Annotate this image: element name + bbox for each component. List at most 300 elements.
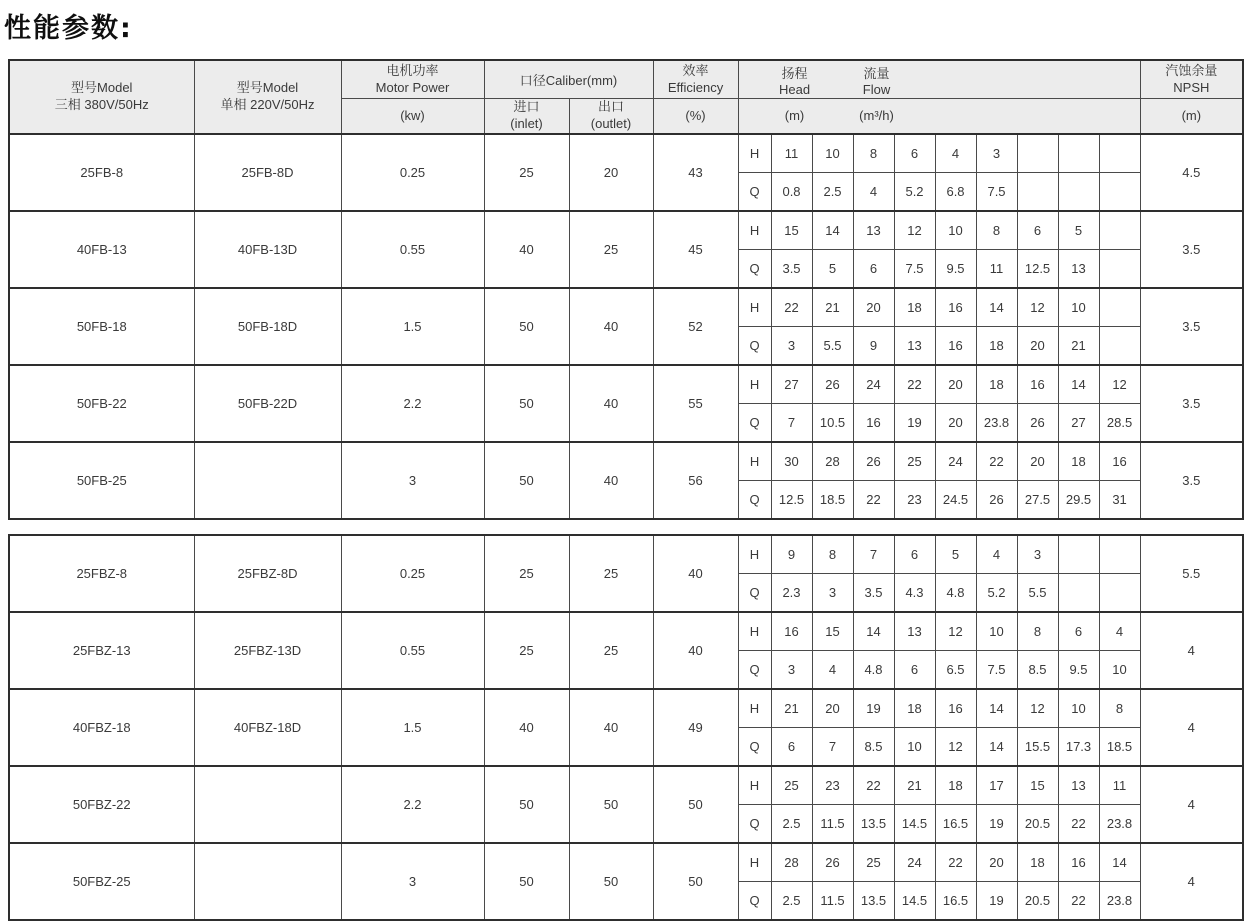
flow-value-cell: 14.5 [894, 881, 935, 920]
flow-value-cell [1099, 573, 1140, 612]
flow-value-cell: 3 [771, 650, 812, 689]
head-value-cell: 26 [812, 365, 853, 404]
flow-value-cell [1099, 249, 1140, 288]
col-header-model-3phase [9, 60, 194, 134]
flow-value-cell [1099, 326, 1140, 365]
head-value-cell: 13 [853, 211, 894, 250]
flow-value-cell: 22 [853, 480, 894, 519]
model-1phase-cell: 25FB-8D [194, 134, 341, 211]
outlet-caliber-cell: 25 [569, 211, 653, 288]
flow-unit: (m³/h) [859, 108, 894, 124]
inlet-caliber-cell: 50 [484, 766, 569, 843]
head-value-cell: 8 [812, 535, 853, 574]
model-1phase-cell: 25FBZ-8D [194, 535, 341, 612]
flow-row-label: Q [738, 881, 771, 920]
pump-row-head-values [9, 365, 1243, 404]
flow-value-cell: 31 [1099, 480, 1140, 519]
flow-value-cell: 13 [1058, 249, 1099, 288]
flow-value-cell [1058, 172, 1099, 211]
head-value-cell: 15 [1017, 766, 1058, 805]
inlet-caliber-cell: 50 [484, 365, 569, 442]
outlet-caliber-cell: 25 [569, 535, 653, 612]
head-value-cell: 15 [771, 211, 812, 250]
head-header-cn: 扬程 [781, 65, 808, 81]
inlet-caliber-cell: 25 [484, 612, 569, 689]
col-header-npsh [1140, 60, 1243, 99]
head-value-cell: 24 [853, 365, 894, 404]
motor-power-cell: 1.5 [341, 288, 484, 365]
flow-row-label: Q [738, 249, 771, 288]
flow-value-cell: 26 [1017, 403, 1058, 442]
flow-value-cell: 8.5 [1017, 650, 1058, 689]
flow-value-cell: 23.8 [1099, 804, 1140, 843]
flow-value-cell: 7.5 [894, 249, 935, 288]
flow-value-cell: 8.5 [853, 727, 894, 766]
col-header-head-flow [738, 60, 1140, 99]
flow-value-cell: 5 [812, 249, 853, 288]
flow-value-cell: 27 [1058, 403, 1099, 442]
flow-value-cell: 22 [1058, 804, 1099, 843]
outlet-header [569, 99, 653, 134]
table-header [9, 60, 1243, 134]
head-value-cell [1017, 134, 1058, 173]
flow-value-cell: 18 [976, 326, 1017, 365]
npsh-cell: 3.5 [1140, 442, 1243, 519]
npsh-cell: 4 [1140, 766, 1243, 843]
npsh-header-cn: 汽蚀余量 [1165, 62, 1218, 78]
model-1phase-cell: 40FBZ-18D [194, 689, 341, 766]
head-value-cell: 16 [1099, 442, 1140, 481]
head-value-cell: 3 [1017, 535, 1058, 574]
col-header-motor-power [341, 60, 484, 99]
model-3phase-cell: 50FBZ-22 [9, 766, 194, 843]
outlet-header-en: (outlet) [590, 115, 632, 131]
efficiency-header-en: Efficiency [667, 79, 724, 95]
head-value-cell: 12 [1017, 689, 1058, 728]
head-value-cell: 21 [812, 288, 853, 327]
flow-value-cell: 16.5 [935, 804, 976, 843]
head-row-label: H [738, 288, 771, 327]
head-row-label: H [738, 442, 771, 481]
outlet-caliber-cell: 40 [569, 689, 653, 766]
table-body-fbz [9, 535, 1243, 920]
flow-value-cell: 13.5 [853, 804, 894, 843]
head-value-cell: 20 [935, 365, 976, 404]
npsh-header-en: NPSH [1173, 79, 1210, 95]
head-row-label: H [738, 843, 771, 882]
power-unit-header: (kw) [341, 99, 484, 134]
flow-value-cell: 20.5 [1017, 881, 1058, 920]
npsh-cell: 4.5 [1140, 134, 1243, 211]
flow-value-cell: 7.5 [976, 172, 1017, 211]
flow-value-cell: 10.5 [812, 403, 853, 442]
head-value-cell: 8 [976, 211, 1017, 250]
flow-value-cell: 17.3 [1058, 727, 1099, 766]
pump-row-head-values [9, 134, 1243, 173]
model1-header-voltage: 单相 220V/50Hz [220, 96, 315, 112]
pump-row-head-values [9, 612, 1243, 651]
head-value-cell: 14 [976, 288, 1017, 327]
flow-value-cell: 14 [976, 727, 1017, 766]
head-value-cell: 24 [935, 442, 976, 481]
head-value-cell: 14 [1099, 843, 1140, 882]
flow-value-cell: 24.5 [935, 480, 976, 519]
motor-power-cell: 1.5 [341, 689, 484, 766]
flow-value-cell [1017, 172, 1058, 211]
head-value-cell: 22 [894, 365, 935, 404]
model-3phase-cell: 25FBZ-8 [9, 535, 194, 612]
flow-value-cell: 16 [853, 403, 894, 442]
npsh-unit-header: (m) [1140, 99, 1243, 134]
head-row-label: H [738, 689, 771, 728]
head-flow-units-header [738, 99, 1140, 134]
flow-value-cell: 18.5 [812, 480, 853, 519]
efficiency-header-cn: 效率 [682, 62, 709, 78]
head-value-cell: 10 [1058, 288, 1099, 327]
header-row-1 [9, 60, 1243, 99]
flow-value-cell: 13.5 [853, 881, 894, 920]
flow-row-label: Q [738, 480, 771, 519]
flow-value-cell: 12.5 [1017, 249, 1058, 288]
head-value-cell: 16 [1058, 843, 1099, 882]
efficiency-cell: 52 [653, 288, 738, 365]
head-value-cell: 18 [894, 689, 935, 728]
efficiency-cell: 55 [653, 365, 738, 442]
flow-row-label: Q [738, 326, 771, 365]
head-value-cell: 5 [935, 535, 976, 574]
head-value-cell: 12 [1099, 365, 1140, 404]
flow-value-cell: 4.8 [853, 650, 894, 689]
head-value-cell: 18 [1017, 843, 1058, 882]
efficiency-cell: 45 [653, 211, 738, 288]
model1-header-cn: 型号Model [236, 80, 299, 95]
efficiency-cell: 56 [653, 442, 738, 519]
flow-value-cell: 3 [771, 326, 812, 365]
head-row-label: H [738, 612, 771, 651]
head-row-label: H [738, 535, 771, 574]
outlet-caliber-cell: 50 [569, 843, 653, 920]
col-header-efficiency [653, 60, 738, 99]
flow-value-cell: 7.5 [976, 650, 1017, 689]
flow-value-cell: 12 [935, 727, 976, 766]
outlet-caliber-cell: 40 [569, 365, 653, 442]
head-value-cell: 4 [1099, 612, 1140, 651]
head-value-cell: 17 [976, 766, 1017, 805]
model-3phase-cell: 50FBZ-25 [9, 843, 194, 920]
pump-row-head-values [9, 843, 1243, 882]
outlet-caliber-cell: 25 [569, 612, 653, 689]
flow-value-cell: 19 [894, 403, 935, 442]
flow-value-cell: 5.2 [894, 172, 935, 211]
efficiency-cell: 49 [653, 689, 738, 766]
efficiency-unit-header: (%) [653, 99, 738, 134]
inlet-caliber-cell: 40 [484, 211, 569, 288]
head-value-cell: 10 [976, 612, 1017, 651]
flow-value-cell: 6.5 [935, 650, 976, 689]
npsh-cell: 3.5 [1140, 365, 1243, 442]
head-value-cell: 20 [976, 843, 1017, 882]
model-3phase-cell: 25FB-8 [9, 134, 194, 211]
flow-value-cell: 4 [853, 172, 894, 211]
head-value-cell: 6 [894, 535, 935, 574]
flow-value-cell: 27.5 [1017, 480, 1058, 519]
inlet-header [484, 99, 569, 134]
flow-value-cell: 19 [976, 881, 1017, 920]
flow-value-cell: 9 [853, 326, 894, 365]
head-value-cell: 11 [1099, 766, 1140, 805]
head-value-cell [1058, 134, 1099, 173]
flow-value-cell: 11.5 [812, 804, 853, 843]
head-unit: (m) [784, 108, 805, 124]
npsh-cell: 3.5 [1140, 211, 1243, 288]
head-value-cell: 30 [771, 442, 812, 481]
flow-value-cell: 2.3 [771, 573, 812, 612]
inlet-caliber-cell: 50 [484, 442, 569, 519]
flow-row-label: Q [738, 573, 771, 612]
pump-row-head-values [9, 288, 1243, 327]
flow-value-cell: 6.8 [935, 172, 976, 211]
head-value-cell: 13 [1058, 766, 1099, 805]
efficiency-cell: 50 [653, 766, 738, 843]
flow-value-cell: 18.5 [1099, 727, 1140, 766]
head-value-cell: 12 [935, 612, 976, 651]
head-value-cell: 14 [853, 612, 894, 651]
head-value-cell: 7 [853, 535, 894, 574]
flow-row-label: Q [738, 403, 771, 442]
model-3phase-cell: 50FB-25 [9, 442, 194, 519]
head-value-cell: 22 [853, 766, 894, 805]
head-value-cell: 19 [853, 689, 894, 728]
table-body-fb [9, 134, 1243, 519]
flow-value-cell: 7 [812, 727, 853, 766]
model-1phase-cell [194, 843, 341, 920]
model3-header-cn: 型号Model [71, 80, 133, 95]
flow-value-cell: 28.5 [1099, 403, 1140, 442]
flow-value-cell: 2.5 [771, 804, 812, 843]
head-value-cell [1099, 134, 1140, 173]
head-value-cell: 6 [894, 134, 935, 173]
head-value-cell: 10 [1058, 689, 1099, 728]
inlet-caliber-cell: 25 [484, 134, 569, 211]
head-header-en: Head [778, 81, 811, 97]
head-value-cell [1099, 288, 1140, 327]
flow-value-cell: 9.5 [1058, 650, 1099, 689]
head-row-label: H [738, 766, 771, 805]
pump-row-head-values [9, 442, 1243, 481]
flow-value-cell: 4 [812, 650, 853, 689]
inlet-caliber-cell: 25 [484, 535, 569, 612]
head-value-cell: 25 [771, 766, 812, 805]
flow-value-cell: 11 [976, 249, 1017, 288]
npsh-cell: 4 [1140, 689, 1243, 766]
head-value-cell [1099, 211, 1140, 250]
head-value-cell: 27 [771, 365, 812, 404]
head-value-cell: 20 [812, 689, 853, 728]
inlet-caliber-cell: 50 [484, 843, 569, 920]
flow-value-cell: 15.5 [1017, 727, 1058, 766]
head-value-cell: 10 [812, 134, 853, 173]
head-value-cell: 8 [1017, 612, 1058, 651]
model-3phase-cell: 40FBZ-18 [9, 689, 194, 766]
outlet-caliber-cell: 40 [569, 288, 653, 365]
flow-value-cell: 20 [935, 403, 976, 442]
head-value-cell: 6 [1058, 612, 1099, 651]
head-value-cell: 11 [771, 134, 812, 173]
col-header-model-1phase [194, 60, 341, 134]
outlet-header-cn: 出口 [598, 99, 625, 114]
head-value-cell: 26 [853, 442, 894, 481]
flow-value-cell: 13 [894, 326, 935, 365]
model-3phase-cell: 25FBZ-13 [9, 612, 194, 689]
model-1phase-cell: 50FB-18D [194, 288, 341, 365]
model-1phase-cell [194, 442, 341, 519]
head-value-cell: 16 [771, 612, 812, 651]
model-1phase-cell: 40FB-13D [194, 211, 341, 288]
head-value-cell: 28 [771, 843, 812, 882]
flow-value-cell [1099, 172, 1140, 211]
head-value-cell: 12 [1017, 288, 1058, 327]
motor-power-cell: 2.2 [341, 766, 484, 843]
head-value-cell: 15 [812, 612, 853, 651]
head-row-label: H [738, 365, 771, 404]
head-value-cell: 10 [935, 211, 976, 250]
motor-power-cell: 3 [341, 442, 484, 519]
flow-value-cell: 11.5 [812, 881, 853, 920]
model3-header-voltage: 三相 380V/50Hz [54, 96, 149, 112]
head-value-cell: 22 [976, 442, 1017, 481]
head-value-cell: 4 [976, 535, 1017, 574]
flow-value-cell: 5.5 [1017, 573, 1058, 612]
head-value-cell: 16 [1017, 365, 1058, 404]
head-value-cell: 18 [935, 766, 976, 805]
head-value-cell: 16 [935, 288, 976, 327]
head-value-cell: 13 [894, 612, 935, 651]
head-value-cell: 18 [1058, 442, 1099, 481]
motor-power-cell: 3 [341, 843, 484, 920]
flow-value-cell: 29.5 [1058, 480, 1099, 519]
head-row-label: H [738, 134, 771, 173]
motor-power-cell: 2.2 [341, 365, 484, 442]
flow-header-en: Flow [862, 81, 891, 97]
flow-value-cell: 21 [1058, 326, 1099, 365]
head-value-cell: 6 [1017, 211, 1058, 250]
flow-value-cell: 2.5 [812, 172, 853, 211]
head-value-cell: 21 [771, 689, 812, 728]
catalog-page [0, 6, 1249, 906]
flow-value-cell: 12.5 [771, 480, 812, 519]
col-header-caliber: 口径Caliber(mm) [484, 60, 653, 99]
head-value-cell: 25 [853, 843, 894, 882]
flow-value-cell: 3.5 [771, 249, 812, 288]
flow-value-cell: 16.5 [935, 881, 976, 920]
head-value-cell: 14 [976, 689, 1017, 728]
flow-value-cell [1058, 573, 1099, 612]
head-value-cell: 20 [1017, 442, 1058, 481]
flow-value-cell: 23 [894, 480, 935, 519]
head-value-cell: 16 [935, 689, 976, 728]
head-value-cell: 14 [812, 211, 853, 250]
outlet-caliber-cell: 50 [569, 766, 653, 843]
head-value-cell: 5 [1058, 211, 1099, 250]
model-3phase-cell: 50FB-18 [9, 288, 194, 365]
flow-value-cell: 10 [894, 727, 935, 766]
npsh-cell: 3.5 [1140, 288, 1243, 365]
flow-value-cell: 20.5 [1017, 804, 1058, 843]
head-value-cell: 18 [976, 365, 1017, 404]
efficiency-cell: 40 [653, 612, 738, 689]
head-value-cell: 14 [1058, 365, 1099, 404]
flow-value-cell: 19 [976, 804, 1017, 843]
flow-row-label: Q [738, 172, 771, 211]
pump-row-head-values [9, 766, 1243, 805]
flow-value-cell: 16 [935, 326, 976, 365]
outlet-caliber-cell: 20 [569, 134, 653, 211]
head-value-cell [1058, 535, 1099, 574]
flow-value-cell: 6 [853, 249, 894, 288]
head-value-cell: 28 [812, 442, 853, 481]
flow-row-label: Q [738, 650, 771, 689]
inlet-caliber-cell: 40 [484, 689, 569, 766]
efficiency-cell: 50 [653, 843, 738, 920]
flow-value-cell: 23.8 [976, 403, 1017, 442]
flow-value-cell: 5.5 [812, 326, 853, 365]
flow-value-cell: 23.8 [1099, 881, 1140, 920]
motor-power-cell: 0.55 [341, 612, 484, 689]
page-title: 性能参数: [4, 13, 133, 44]
motor-power-cell: 0.25 [341, 535, 484, 612]
flow-value-cell: 26 [976, 480, 1017, 519]
power-header-en: Motor Power [375, 79, 450, 95]
inlet-header-cn: 进口 [513, 99, 540, 114]
model-1phase-cell: 50FB-22D [194, 365, 341, 442]
head-value-cell: 25 [894, 442, 935, 481]
head-value-cell: 9 [771, 535, 812, 574]
flow-value-cell: 4.8 [935, 573, 976, 612]
flow-value-cell: 20 [1017, 326, 1058, 365]
motor-power-cell: 0.25 [341, 134, 484, 211]
flow-value-cell: 10 [1099, 650, 1140, 689]
power-header-cn: 电机功率 [386, 62, 439, 78]
motor-power-cell: 0.55 [341, 211, 484, 288]
npsh-cell: 4 [1140, 612, 1243, 689]
head-row-label: H [738, 211, 771, 250]
model-3phase-cell: 40FB-13 [9, 211, 194, 288]
pump-row-head-values [9, 535, 1243, 574]
npsh-cell: 4 [1140, 843, 1243, 920]
pump-row-head-values [9, 689, 1243, 728]
flow-value-cell: 9.5 [935, 249, 976, 288]
head-value-cell: 21 [894, 766, 935, 805]
head-value-cell: 3 [976, 134, 1017, 173]
head-value-cell: 26 [812, 843, 853, 882]
flow-value-cell: 3 [812, 573, 853, 612]
npsh-cell: 5.5 [1140, 535, 1243, 612]
head-value-cell: 23 [812, 766, 853, 805]
head-value-cell: 12 [894, 211, 935, 250]
flow-row-label: Q [738, 804, 771, 843]
model-1phase-cell: 25FBZ-13D [194, 612, 341, 689]
flow-value-cell: 22 [1058, 881, 1099, 920]
pump-row-head-values [9, 211, 1243, 250]
inlet-caliber-cell: 50 [484, 288, 569, 365]
flow-value-cell: 4.3 [894, 573, 935, 612]
flow-value-cell: 2.5 [771, 881, 812, 920]
pump-spec-table-fbz [8, 534, 1244, 921]
flow-value-cell: 14.5 [894, 804, 935, 843]
flow-value-cell: 6 [894, 650, 935, 689]
outlet-caliber-cell: 40 [569, 442, 653, 519]
model-3phase-cell: 50FB-22 [9, 365, 194, 442]
